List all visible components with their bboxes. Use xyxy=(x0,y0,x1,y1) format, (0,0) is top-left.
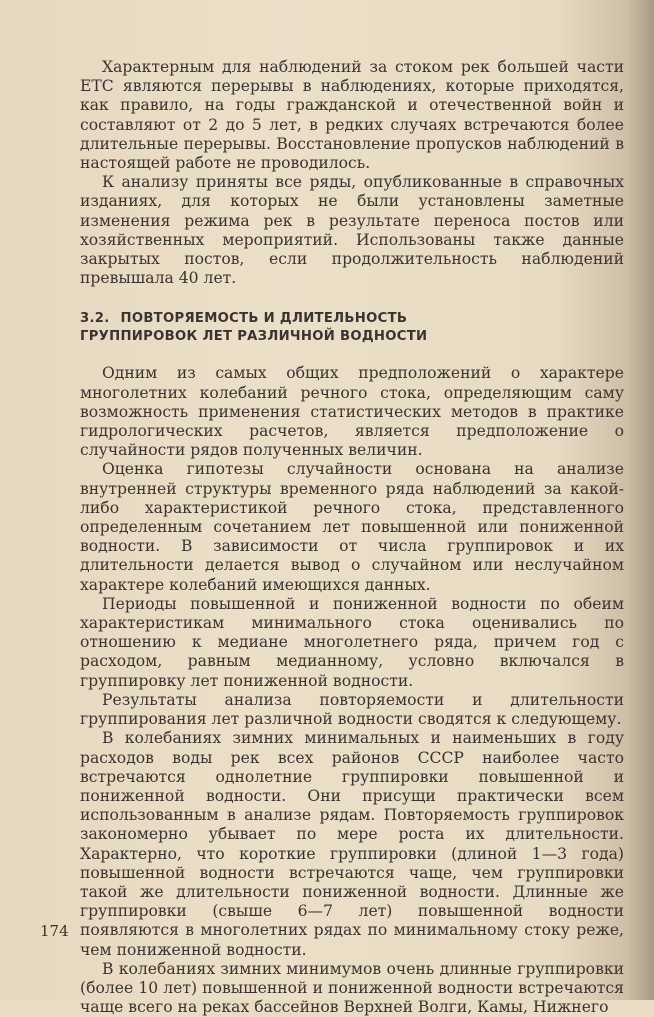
section-heading xyxy=(80,310,624,346)
paragraph: К анализу приняты все ряды, опубликованные в справочных изданиях, для которых не были установлены заметные изменения режима рек в результате переноса постов или хозяйственных мероприятий. Использованы также данные закрытых постов, если продолжительность наблюдений превышала 40 лет. xyxy=(80,173,624,288)
section-title-line-2: ГРУППИРОВОК ЛЕТ РАЗЛИЧНОЙ ВОДНОСТИ xyxy=(80,329,428,345)
paragraph: Периоды повышенной и пониженной водности по обеим характеристикам минимального стока оценивались по отношению к медиане многолетнего ряда, причем год с расходом, равным медианному, условно включался в группировку лет пониженной водности. xyxy=(80,594,624,690)
section-title-line-1: ПОВТОРЯЕМОСТЬ И ДЛИТЕЛЬНОСТЬ xyxy=(120,311,408,327)
text-column xyxy=(80,58,624,1017)
paragraph: В колебаниях зимних минимальных и наименьших в году расходов воды рек всех районов СССР наиболее часто встречаются однолетние группировки повышенной и пониженной водности. Они присущи практически всем использованным в анализе рядам. Повторяемость группировок закономерно убывает по мере роста их длительности. Характерно, что короткие группировки (длиной 1—3 года) повышенной водности встречаются чаще, чем группировки такой же длительности пониженной водности. Длинные же группировки (свыше 6—7 лет) повышенной водности появляются в многолетних рядах по минимальному стоку реже, чем пониженной водности. xyxy=(80,729,624,959)
paragraph: Характерным для наблюдений за стоком рек большей части ЕТС являются перерывы в наблюдениях, которые приходятся, как правило, на годы гражданской и отечественной войн и составляют от 2 до 5 лет, в редких случаях встречаются более длительные перерывы. Восстановление пропусков наблюдений в настоящей работе не проводилось. xyxy=(80,58,624,173)
section-number: 3.2. xyxy=(80,311,110,327)
paragraph: Оценка гипотезы случайности основана на анализе внутренней структуры временного ряда наблюдений за какой-либо характеристикой речного стока, представленного определенным сочетанием лет повышенной или пониженной водности. В зависимости от числа группировок и их длительности делается вывод о случайном или неслучайном характере колебаний имеющихся данных. xyxy=(80,460,624,594)
paragraph: Результаты анализа повторяемости и длительности группирования лет различной водности сводятся к следующему. xyxy=(80,690,624,729)
page-number: 174 xyxy=(40,922,69,940)
paragraph: В колебаниях зимних минимумов очень длинные группировки (более 10 лет) повышенной и пониженной водности встречаются чаще всего на реках бассейнов Верхней Волги, Камы, Нижнего xyxy=(80,959,624,1017)
paragraph: Одним из самых общих предположений о характере многолетних колебаний речного стока, определяющим саму возможность применения статистических методов в практике гидрологических расчетов, является предположение о случайности рядов полученных величин. xyxy=(80,364,624,460)
